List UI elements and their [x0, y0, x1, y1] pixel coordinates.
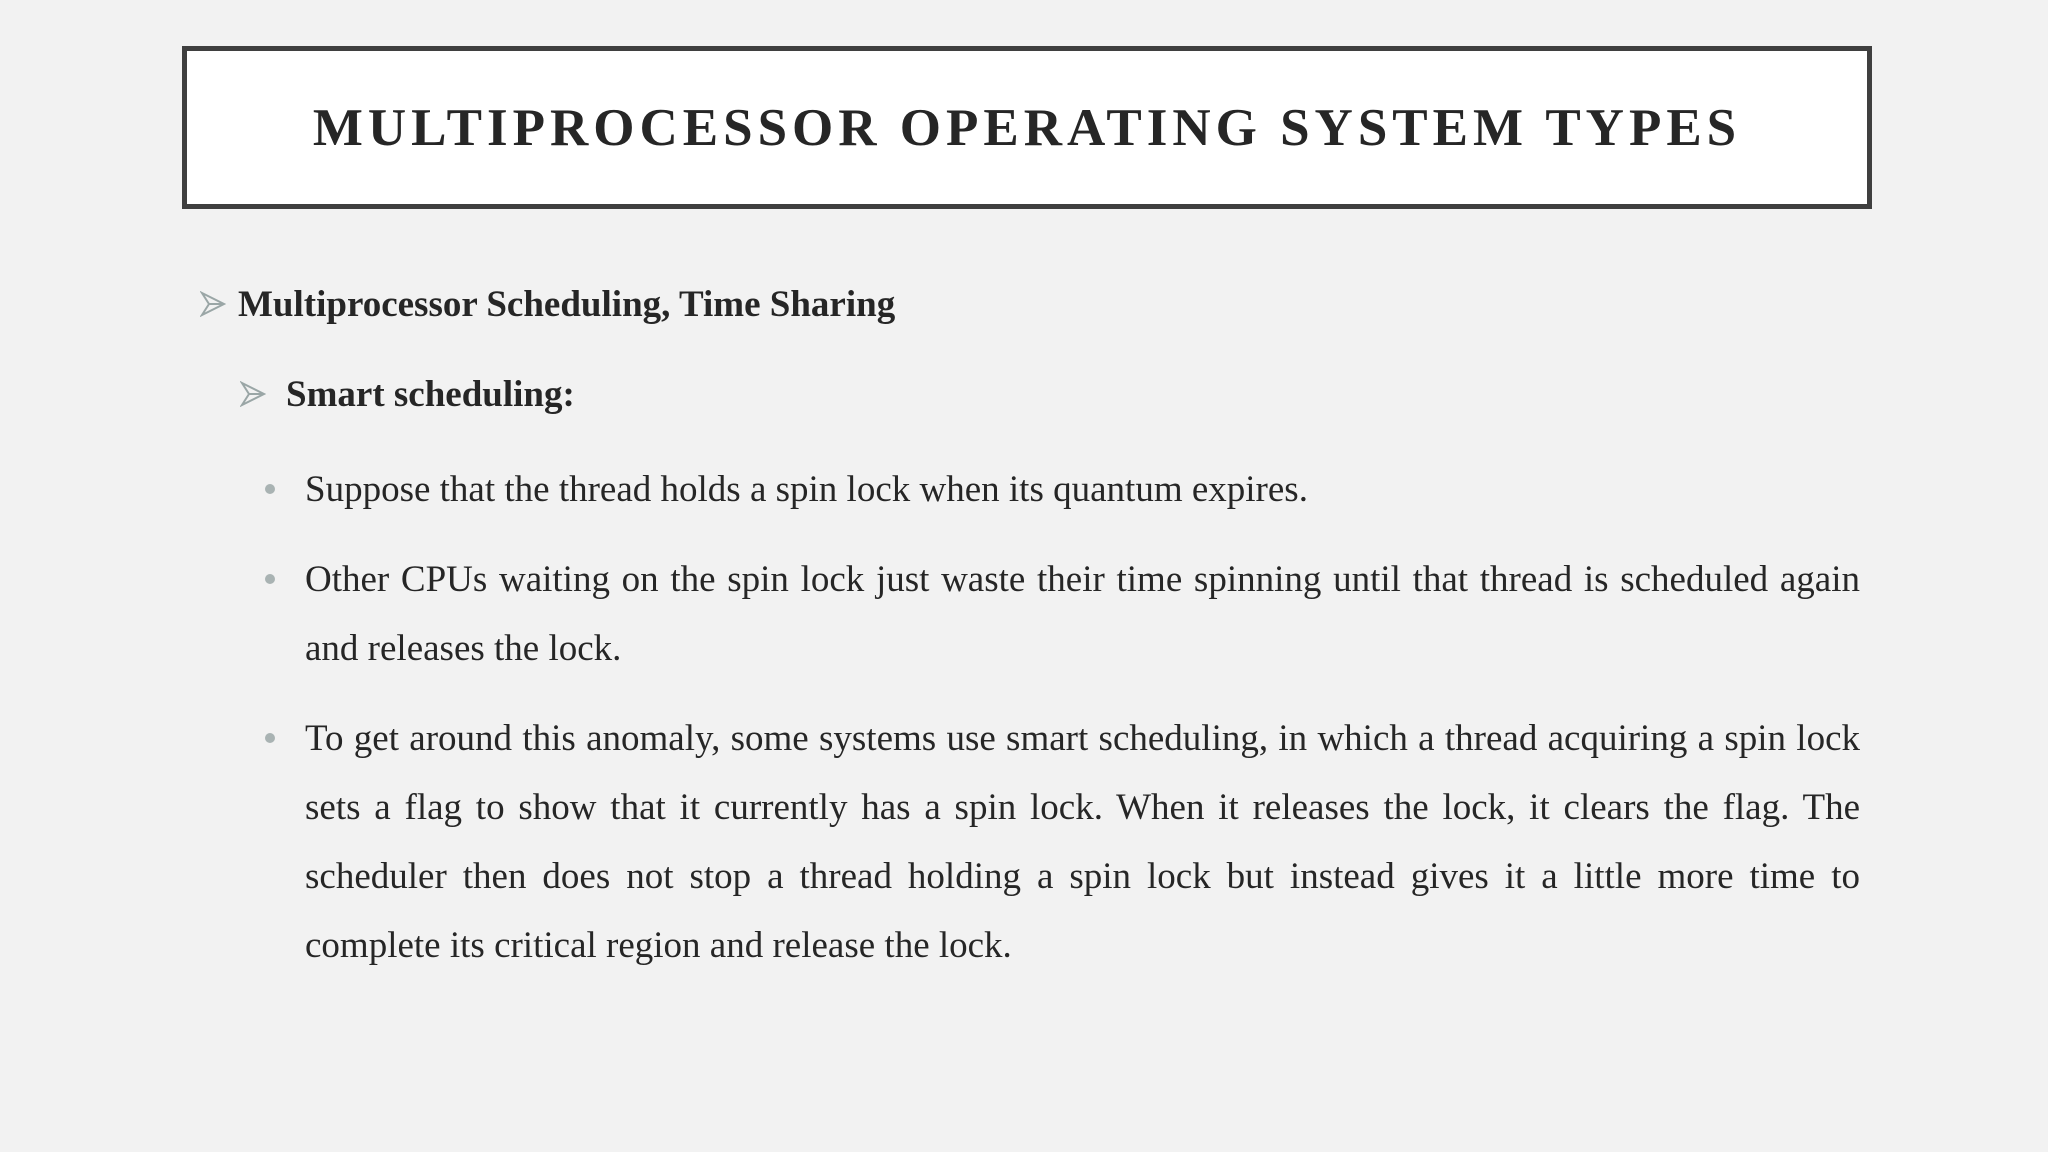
subheading-row — [240, 369, 575, 419]
heading-row — [200, 279, 895, 329]
dot-icon — [265, 484, 275, 494]
slide-title: MULTIPROCESSOR OPERATING SYSTEM TYPES — [312, 98, 1742, 157]
arrowhead-icon — [200, 291, 228, 317]
section-heading: Multiprocessor Scheduling, Time Sharing — [238, 283, 896, 325]
list-item-text: To get around this anomaly, some systems use smart scheduling, in which a thread acquiring a spin lock sets a flag to show that it currently has a spin lock. When it releases the lock, it clears the flag. The scheduler then does not stop a thread holding a spin lock but instead gives it a little more time to complete its critical region and release the lock. — [305, 718, 1860, 966]
arrowhead-icon — [240, 381, 268, 407]
subsection-heading: Smart scheduling: — [286, 373, 575, 415]
list-item — [265, 704, 1860, 980]
title-box — [182, 46, 1872, 209]
list-item — [265, 455, 1860, 524]
list-item-text: Suppose that the thread holds a spin lock when its quantum expires. — [305, 469, 1308, 510]
list-item-text: Other CPUs waiting on the spin lock just waste their time spinning until that thread is scheduled again and releases the lock. — [305, 559, 1860, 669]
dot-icon — [265, 574, 275, 584]
bullet-list — [265, 455, 1860, 1001]
list-item — [265, 545, 1860, 683]
dot-icon — [265, 733, 275, 743]
